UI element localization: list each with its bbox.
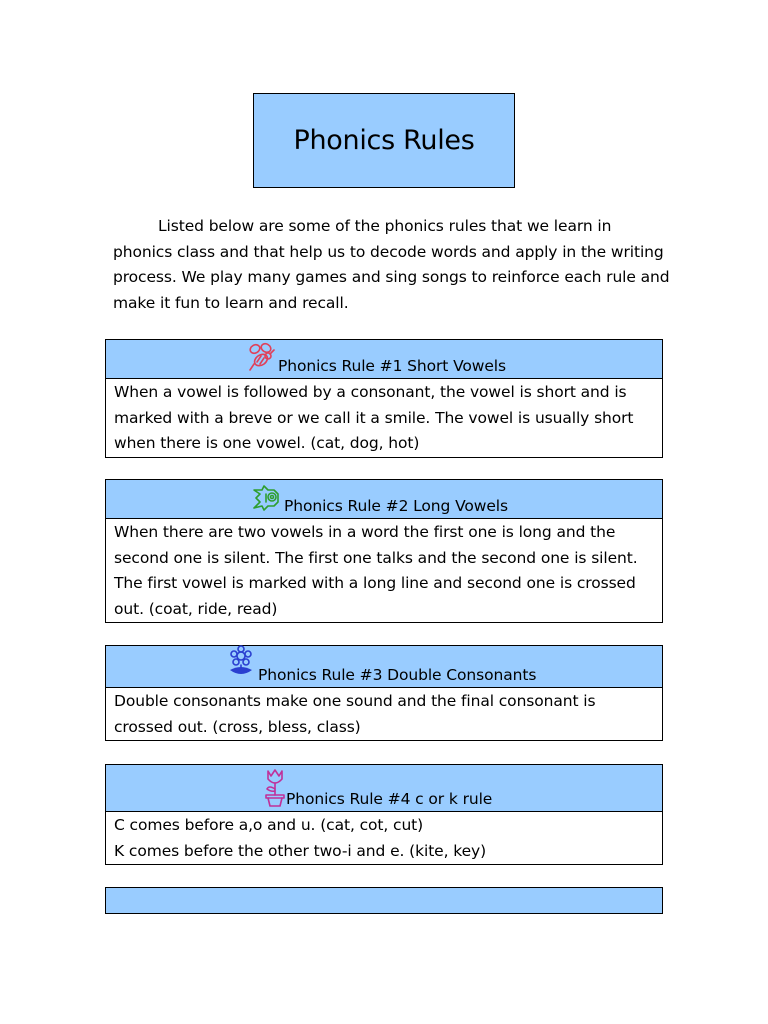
rule-title-2: Phonics Rule #2 Long Vowels [284,497,508,515]
empty-rule-header [105,887,663,914]
rule-header-3 [106,646,662,688]
rule-header-1 [106,340,662,379]
rule-text: Double consonants make one sound and the final consonant is crossed out. (cross, bless, class) [114,692,596,736]
page-title: Phonics Rules [293,125,475,156]
fish-icon [250,482,284,516]
rule-title-3: Phonics Rule #3 Double Consonants [258,666,537,684]
rule-title-4: Phonics Rule #4 c or k rule [286,790,493,808]
intro-paragraph: Listed below are some of the phonics rules that we learn in phonics class and that help us to decode words and apply in the writing process. We play many games and sing songs to reinforce each rule and make it fun to learn and recall. [113,217,670,312]
rule-header-4 [106,765,662,812]
rule-header-2 [106,480,662,519]
rule-text: When a vowel is followed by a consonant, the vowel is short and is marked with a breve or we call it a smile. The vowel is usually short when there is one vowel. (cat, dog, hot) [114,383,634,452]
rule-box-3 [105,645,663,741]
rule-text: When there are two vowels in a word the first one is long and the second one is silent. The first one talks and the second one is silent. The first vowel is marked with a long line and second one is crossed out. (coat, ride, read) [114,523,638,618]
rule-body-3 [106,688,662,740]
rule-text: K comes before the other two-i and e. (kite, key) [114,841,487,860]
rule-body-2 [106,519,662,622]
rule-body-1 [106,379,662,457]
rule-title-1: Phonics Rule #1 Short Vowels [278,357,506,375]
rule-box-4 [105,764,663,865]
rule-text: C comes before a,o and u. (cat, cot, cut) [114,816,424,834]
rule-box-2 [105,479,663,623]
title-box [253,93,515,188]
bee-icon [244,340,278,374]
rule-body-4 [106,812,662,864]
flower-icon [224,644,258,678]
rule-box-1 [105,339,663,458]
